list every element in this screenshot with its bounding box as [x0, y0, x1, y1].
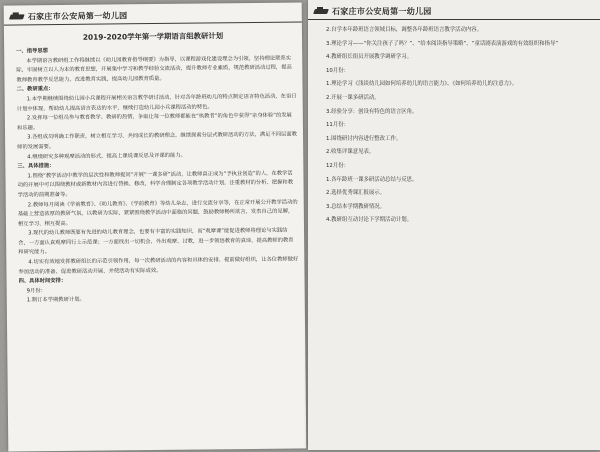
section-heading: 二、教研重点： [16, 86, 54, 93]
section-heading: 一、指导思想 [16, 48, 48, 55]
document-page-left [4, 2, 307, 451]
letterhead [308, 6, 600, 20]
document-body [4, 44, 305, 306]
paragraph: 1.本学期继续围绕幼儿园小兵课程开展相关语言教学研讨活动，针对各年龄班幼儿的特点制定语言特色活动，在语日计划中体现，帮助幼儿提高语言表达的水平，继续打造幼儿园小兵课程活动的特色。 [16, 93, 297, 113]
letterhead [4, 8, 302, 25]
paragraph: 4.切实有效地发挥教研组长的示范引领作用，每一次教研活动的内容和具体的安排、提前做好组织，让各位教师做好参加活动的准备，促进教研活动开展，并使活动有实际成效。 [18, 256, 299, 276]
month-heading: 10月份： [326, 67, 350, 74]
section-heading: 三、具体措施： [17, 163, 55, 170]
list-item: 2.自学本年龄班语言领域目标，调整各年龄班语言教学活动内容。 [326, 27, 483, 33]
month-heading: 11月份： [326, 122, 350, 129]
list-item: 3.理论学习——“你关注孩子了吗？”、“给本阅读指导策略”、“童话剧表演游戏的有效组织和指导” [326, 40, 559, 47]
list-item: 1.围绕研讨内容进行整改工作。 [326, 135, 402, 142]
list-item: 2.开展一课多研活动。 [326, 94, 380, 101]
list-item: 2.收集评课意见表。 [326, 149, 375, 156]
list-item: 3.经验分享：创设有特色的语言区角。 [326, 108, 418, 115]
list-item: 1.各年龄班一课多研活动总结与反思。 [326, 176, 418, 183]
list-item: 1.制订本学期教研计划。 [26, 297, 85, 304]
list-item: 4.教研组长组员开展教学调研学习。 [326, 54, 413, 61]
list-item: 2.选择优秀课汇报展示。 [326, 190, 386, 197]
paragraph: 2.教师每月阅读《学前教育》、《幼儿教育》、《学前教育》等幼儿杂志，进行交流分享等，在正常开展公开教学活动的基础上营造浓厚的教研气氛，以教研为实际，紧紧围绕教学活动中面临的问题，鼓励教师畅所欲言，发表自己的见解，相互学习、相互提高。 [17, 199, 298, 228]
paragraph: 1.围绕“教学活动中教学的层次性和教师提问”开展“一课多研”活动，让教师真正成为“予执业创造”的人，在教学活动的开展中可以围绕教材或新教材内容进行替换、修改，科学合理制定各项教学活动计划，注重教材的分析、把握和教学活动的前期准备等。 [17, 170, 294, 199]
list-item: 1.理论学习《浅谈幼儿园如何培养幼儿的语言能力》、《如何培养幼儿的注意力》。 [326, 81, 518, 88]
month-heading: 12月份： [326, 162, 350, 169]
paragraph: 本学期语言教研组工作将继续以《幼儿园教育指导纲要》为指导，以课程游戏化建设理念为引领，坚持理论联系实际，牢固树立以人为本的教育思想，开展集中学习和教学经验交流活动，提升教师专业素质，规范教研活动过程，提高教师教育教学反思能力，改进教育实践，提高幼儿园教育质量。 [16, 55, 292, 84]
document-page-right [308, 0, 600, 450]
section-heading: 四、具体时间安排： [18, 278, 67, 285]
month-heading: 9月份： [26, 287, 46, 295]
paragraph: 4.继续研究多种观摩活动的形式，提高上课说课反思及评课的能力。 [27, 152, 186, 160]
school-logo-icon [314, 7, 328, 17]
school-logo-icon [10, 12, 24, 22]
document-title: 2019-2020学年第一学期语言组教研计划 [82, 31, 224, 42]
paragraph: 2.发挥每一位组员参与教育教学、教研的热情，争取让每一位教师都能在“执教者”的角色中获得“亲身体验”的发展和乐趣。 [16, 112, 292, 132]
list-item: 3.总结本学期教研情况。 [326, 203, 386, 210]
document-body [308, 20, 600, 228]
school-name: 石家庄市公安局第一幼儿园 [27, 11, 128, 22]
school-name: 石家庄市公安局第一幼儿园 [332, 7, 432, 16]
list-item: 4.教研组互动讨论下学期活动计划。 [326, 217, 413, 224]
paragraph: 3.各组成员明确工作职责，树立相互学习、共同成长的教研理念，继续探索分层式教研活动的方法，满足不同层面教师的发展需要。 [17, 131, 297, 151]
paragraph: 3.现代的幼儿教师既要有先进的幼儿教育理念，也要有丰富的实践知识，而“观摩课”能促进教师将理论与实践结合，一方面认真观摩同行上示范课；一方面找出一切机会，外出观摩、讨教，进一步领悟教育的真谛，提高教师的教育和研究能力。 [18, 227, 294, 256]
